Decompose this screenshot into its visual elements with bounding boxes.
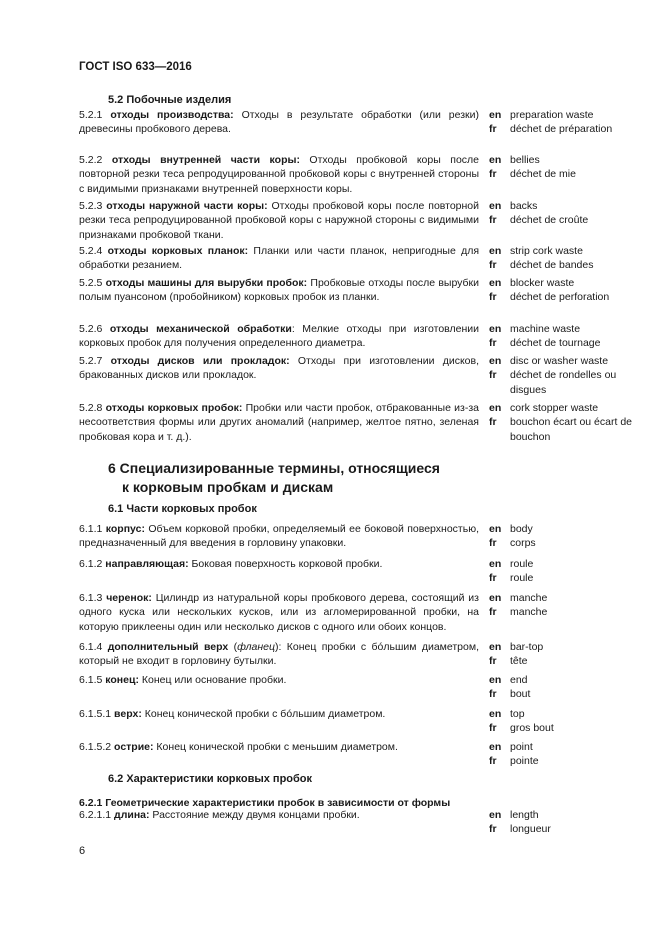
page-number: 6 [79, 845, 86, 857]
section-6-1-title: 6.1 Части корковых пробок [108, 503, 257, 515]
section-5-2-title: 5.2 Побочные изделия [108, 94, 232, 106]
section-6-2-1-title: 6.2.1 Геометрические характеристики пробок в зависимости от формы [79, 797, 451, 809]
section-6-heading: 6 Специализированные термины, относящиеся к корковым пробкам и дискам [108, 460, 440, 495]
section-6-2-title: 6.2 Характеристики корковых пробок [108, 773, 313, 785]
document-header: ГОСТ ISO 633—2016 [79, 61, 192, 73]
